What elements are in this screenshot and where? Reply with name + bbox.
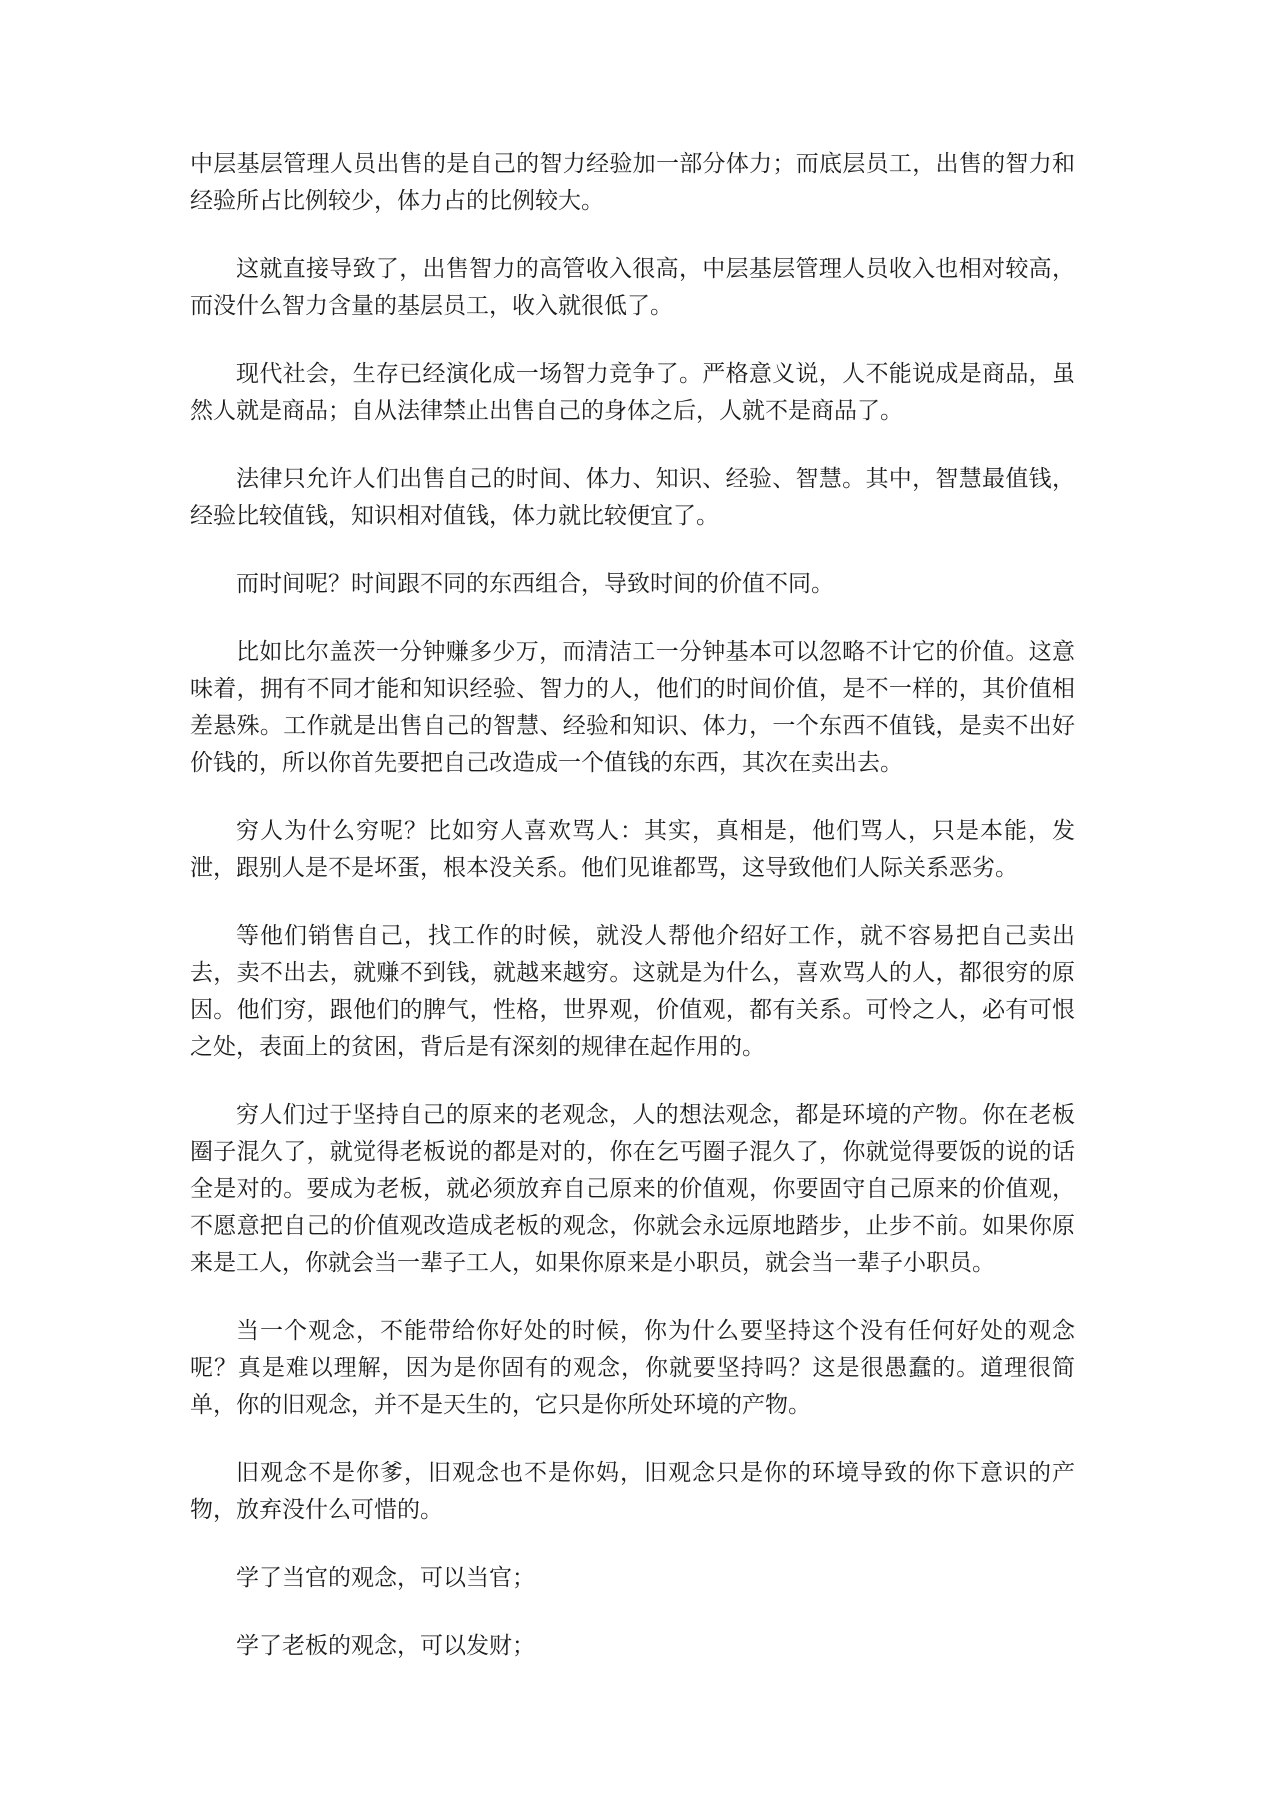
paragraph-5: 而时间呢？时间跟不同的东西组合，导致时间的价值不同。: [236, 571, 834, 597]
paragraph-9: 穷人们过于坚持自己的原来的老观念，人的想法观念，都是环境的产物。你在老板圈子混久了，就觉得老板说的都是对的，你在乞丐圈子混久了，你就觉得要饭的说的话全是对的。要成为老板，就必须放弃自己原来的价值观，你要固守自己原来的价值观，不愿意把自己的价值观改造成老板的观念，你就会永远原地踏步，止步不前。如果你原来是工人，你就会当一辈子工人，如果你原来是小职员，就会当一辈子小职员。: [190, 1102, 1075, 1276]
paragraph-1: 中层基层管理人员出售的是自己的智力经验加一部分体力；而底层员工，出售的智力和经验所占比例较少，体力占的比例较大。: [190, 151, 1075, 214]
paragraph-13: 学了老板的观念，可以发财；: [236, 1633, 535, 1659]
paragraph-3: 现代社会，生存已经演化成一场智力竞争了。严格意义说，人不能说成是商品，虽然人就是商品；自从法律禁止出售自己的身体之后，人就不是商品了。: [190, 361, 1075, 424]
paragraph-8: 等他们销售自己，找工作的时候，就没人帮他介绍好工作，就不容易把自己卖出去，卖不出去，就赚不到钱，就越来越穷。这就是为什么，喜欢骂人的人，都很穷的原因。他们穷，跟他们的脾气，性格，世界观，价值观，都有关系。可怜之人，必有可恨之处，表面上的贫困，背后是有深刻的规律在起作用的。: [190, 923, 1075, 1060]
paragraph-7: 穷人为什么穷呢？比如穷人喜欢骂人：其实，真相是，他们骂人，只是本能，发泄，跟别人是不是坏蛋，根本没关系。他们见谁都骂，这导致他们人际关系恶劣。: [190, 818, 1075, 881]
paragraph-4: 法律只允许人们出售自己的时间、体力、知识、经验、智慧。其中，智慧最值钱，经验比较值钱，知识相对值钱，体力就比较便宜了。: [190, 466, 1075, 529]
paragraph-2: 这就直接导致了，出售智力的高管收入很高，中层基层管理人员收入也相对较高，而没什么智力含量的基层员工，收入就很低了。: [190, 256, 1075, 319]
paragraph-11: 旧观念不是你爹，旧观念也不是你妈，旧观念只是你的环境导致的你下意识的产物，放弃没什么可惜的。: [190, 1460, 1075, 1523]
paragraph-10: 当一个观念，不能带给你好处的时候，你为什么要坚持这个没有任何好处的观念呢？真是难以理解，因为是你固有的观念，你就要坚持吗？这是很愚蠢的。道理很简单，你的旧观念，并不是天生的，它只是你所处环境的产物。: [190, 1318, 1075, 1418]
paragraph-6: 比如比尔盖茨一分钟赚多少万，而清洁工一分钟基本可以忽略不计它的价值。这意味着，拥有不同才能和知识经验、智力的人，他们的时间价值，是不一样的，其价值相差悬殊。工作就是出售自己的智慧、经验和知识、体力，一个东西不值钱，是卖不出好价钱的，所以你首先要把自己改造成一个值钱的东西，其次在卖出去。: [190, 639, 1075, 776]
paragraph-12: 学了当官的观念，可以当官；: [236, 1565, 535, 1591]
document-body: [190, 146, 1075, 1696]
